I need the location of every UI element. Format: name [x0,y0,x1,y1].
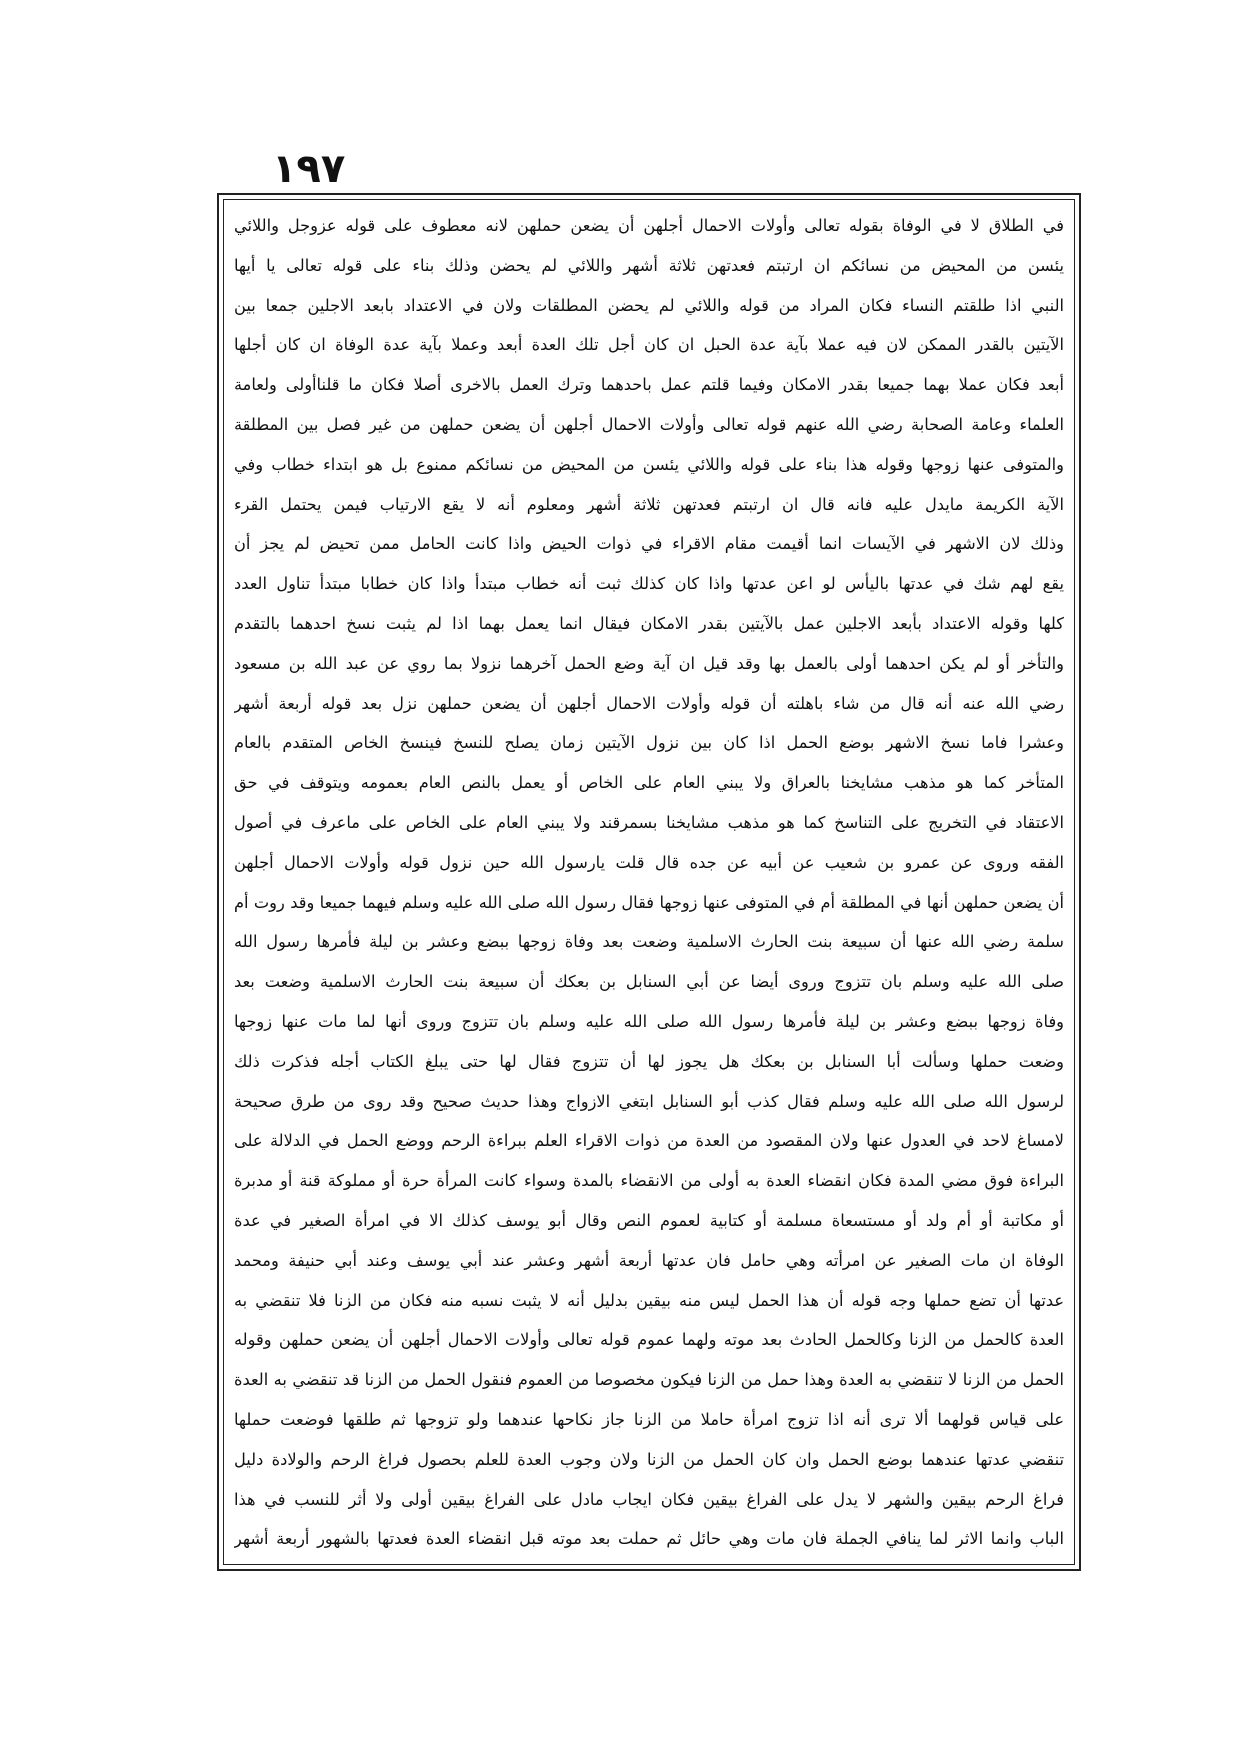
text-line: رضي الله عنه أنه قال من شاء باهلته أن قوله وأولات الاحمال أجلهن أن يضعن حملهن نزل بعد قوله أربعة أشهر [234,693,1064,713]
text-line: النبي اذا طلقتم النساء فكان المراد من قوله واللائي لم يحضن المطلقات ولان في الاعتداد بابعد الاجلين جمعا بين [234,295,1064,315]
text-line: لامساغ لاحد في العدول عنها ولان المقصود من العدة من ذوات الاقراء العلم ببراءة الرحم ووضع الحمل في الدلالة على [234,1131,1064,1151]
text-line: الفقه وروى عن عمرو بن شعيب عن أبيه عن جده قال قلت يارسول الله حين نزول قوله وأولات الاحمال أجلهن [234,852,1064,872]
text-line: في الطلاق لا في الوفاة بقوله تعالى وأولات الاحمال أجلهن أن يضعن حملهن لانه معطوف على قوله عزوجل واللائي [234,216,1064,235]
text-line: يئسن من المحيض من نسائكم ان ارتبتم فعدتهن ثلاثة أشهر واللائي لم يحضن وذلك بناء على قوله تعالى يا أيها [234,255,1064,275]
text-line: أبعد فكان عملا بهما جميعا بقدر الامكان وفيما قلتم عمل باحدهما وترك العمل بالاخرى أصلا فكان ما قلناأولى ولعامة [234,375,1064,395]
text-line: المتأخر كما هو مذهب مشايخنا بالعراق ولا يبني العام على الخاص أو يعمل بالنص العام بعمومه ويتوقف في حق [234,773,1064,793]
text-line: على قياس قولهما ألا ترى أنه اذا تزوج امرأة حاملا من الزنا جاز نكاحها عندهما ولو تزوجها ثم طلقها فوضعت حملها [234,1409,1064,1429]
text-frame [217,193,1081,1571]
text-line: والتأخر أو لم يكن احدهما أولى بالعمل بها وقد قيل ان آية وضع الحمل آخرهما نزولا بما روي عن عبد الله بن مسعود [234,653,1064,673]
text-line: يقع لهم شك في عدتها باليأس لو اعن عدتها واذا كان كذلك ثبت أنه خطاب مبتدأ واذا كان خطابا مبتدأ تناول العدد [234,574,1064,594]
text-line: الحمل من الزنا لا تنقضي به العدة وهذا حمل من الزنا فيكون مخصوصا من العموم فنقول الحمل من الزنا قد تنقضي به العدة [234,1370,1064,1390]
text-line: أن يضعن حملهن أنها في المطلقة أم في المتوفى عنها زوجها فقال رسول الله صلى الله عليه وسلم فيهما جميعا وقد روت أم [234,892,1064,912]
text-line: وفاة زوجها ببضع وعشر بن ليلة فأمرها رسول الله صلى الله عليه وسلم بان تتزوج وروى أنها لما مات عنها زوجها [234,1011,1064,1031]
page-number: ١٩٧ [272,146,346,192]
text-line: العدة كالحمل من الزنا وكالحمل الحادث بعد موته ولهما عموم قوله تعالى وأولات الاحمال أجلهن أن يضعن حملهن وقوله [234,1330,1064,1350]
text-line: وذلك لان الاشهر في الآيسات انما أقيمت مقام الاقراء في ذوات الحيض واذا كانت الحامل ممن تحيض لم يجز أن [234,534,1064,554]
text-line: العلماء وعامة الصحابة رضي الله عنهم قوله تعالى وأولات الاحمال أجلهن أن يضعن حملهن من غير فصل بين المطلقة [234,414,1064,434]
text-line: لرسول الله صلى الله عليه وسلم فقال كذب أبو السنابل ابتغي الازواج وهذا حديث صحيح وقد روى من طرق صحيحة [234,1091,1064,1111]
text-line: وضعت حملها وسألت أبا السنابل بن بعكك هل يجوز لها أن تتزوج فقال لها حتى يبلغ الكتاب أجله فذكرت ذلك [234,1051,1064,1071]
text-line: الآيتين بالقدر الممكن لان فيه عملا بآية عدة الحبل ان كان أجل تلك العدة أبعد وعملا بآية عدة الوفاة ان كان أجلها [234,335,1064,355]
text-line: تنقضي عدتها عندهما بوضع الحمل وان كان الحمل من الزنا ولان وجوب العدة للعلم بحصول فراغ الرحم والولادة دليل [234,1449,1064,1469]
text-line: الاعتقاد في التخريج على التناسخ كما هو مذهب مشايخنا بسمرقند ولا يبني العام على الخاص على ماعرف في أصول [234,812,1064,832]
text-line: سلمة رضي الله عنها أن سبيعة بنت الحارث الاسلمية وضعت بعد وفاة زوجها ببضع وعشر بن ليلة فأمرها رسول الله [234,932,1064,952]
text-line: عدتها أن تضع حملها وجه قوله أن هذا الحمل ليس منه بيقين بدليل أنه لا يثبت نسبه منه فكان من الزنا فلا تنقضي به [234,1290,1064,1310]
text-line: البراءة فوق مضي المدة فكان انقضاء العدة به أولى من الانقضاء بالمدة وسواء كانت المرأة حرة أو مملوكة قنة أو مدبرة [234,1171,1064,1191]
text-line: أو مكاتبة أو أم ولد أو مستسعاة مسلمة أو كتابية لعموم النص وقال أبو يوسف كذلك الا في امرأة الصغير في عدة [234,1210,1064,1230]
text-line: صلى الله عليه وسلم بان تتزوج وروى أيضا عن أبي السنابل بن بعكك أن سبيعة بنت الحارث الاسلمية وضعت بعد [234,972,1064,992]
text-line: كلها وقوله الاعتداد بأبعد الاجلين عمل بالآيتين بقدر الامكان فيقال انما يعمل بهما اذا لم يثبت نسخ احدهما بالتقدم [234,613,1064,633]
text-line: الباب وانما الاثر لما ينافي الجملة فان مات وهي حائل ثم حملت بعد موته قبل انقضاء العدة فعدتها بالشهور أربعة أشهر [234,1529,1064,1549]
text-body [234,206,1064,1559]
text-line: والمتوفى عنها زوجها وقوله هذا بناء على قوله واللائي يئسن من المحيض من نسائكم ممنوع بل هو ابتداء خطاب وفي [234,454,1064,474]
text-line: وعشرا فاما نسخ الاشهر بوضع الحمل اذا كان بين نزول الآيتين زمان يصلح للنسخ فينسخ الخاص المتقدم بالعام [234,733,1064,753]
text-frame-inner [223,199,1075,1565]
text-line: الوفاة ان مات الصغير عن امرأته وهي حامل فان عدتها أربعة أشهر وعشر عند أبي يوسف وعند أبي حنيفة ومحمد [234,1250,1064,1270]
text-line: الآية الكريمة مايدل عليه فانه قال ان ارتبتم فعدتهن ثلاثة أشهر ومعلوم أنه لا يقع الارتياب فيمن يحتمل القرء [234,494,1064,514]
text-line: فراغ الرحم بيقين والشهر لا يدل على الفراغ بيقين فكان ايجاب مادل على الفراغ بيقين أولى ولا أثر للنسب في هذا [234,1489,1064,1509]
